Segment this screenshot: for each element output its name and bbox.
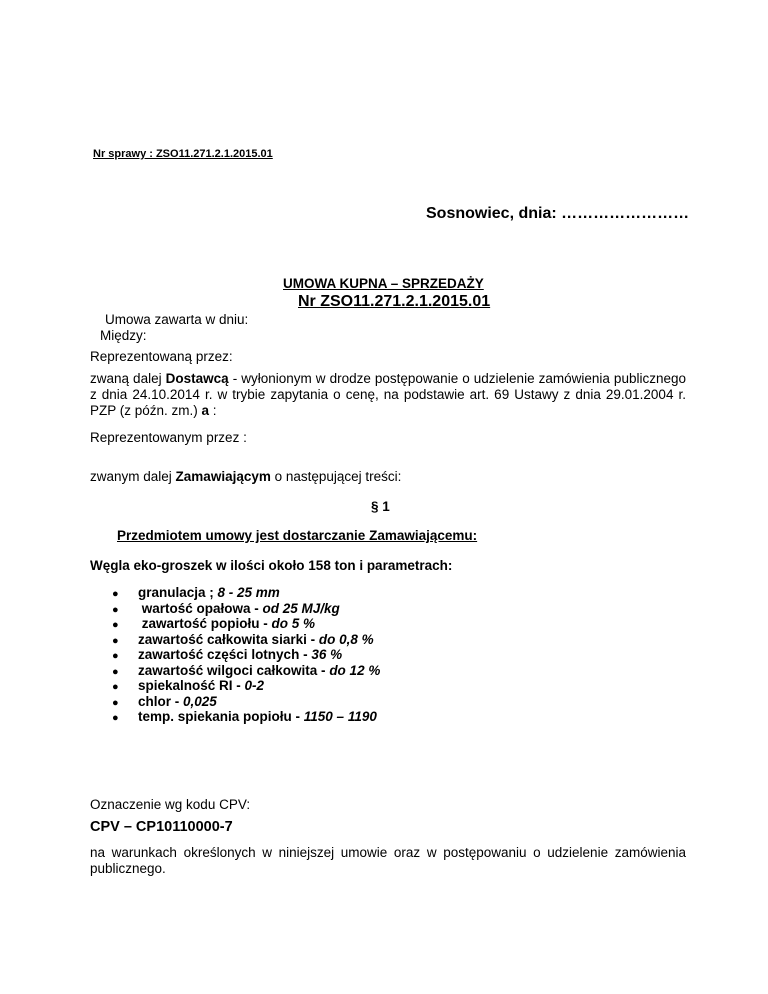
- bullet-icon: ●: [112, 650, 119, 662]
- parameter-list: [112, 585, 380, 725]
- list-item: ● spiekalność RI - 0-2: [112, 678, 380, 694]
- supplier-end: :: [209, 403, 217, 418]
- list-item: ● granulacja ; 8 - 25 mm: [112, 585, 380, 601]
- between-label: Między:: [100, 328, 147, 343]
- orderer-term: Zamawiającym: [175, 469, 271, 484]
- bullet-icon: ●: [112, 588, 119, 600]
- bullet-icon: ●: [112, 603, 119, 616]
- orderer-pre: zwanym dalej: [90, 469, 176, 484]
- closing-paragraph: na warunkach określonych w niniejszej umowie oraz w postępowaniu o udzielenie zamówienia publicznego.: [90, 845, 686, 876]
- supplier-a: a: [201, 403, 210, 418]
- bullet-icon: ●: [112, 712, 119, 724]
- section-heading: § 1: [371, 499, 390, 514]
- coal-intro: Węgla eko-groszek w ilości około 158 ton i parametrach:: [90, 558, 453, 573]
- orderer-paragraph: [90, 469, 401, 484]
- list-item: ● chlor - 0,025: [112, 694, 380, 710]
- bullet-icon: ●: [112, 696, 119, 709]
- contract-number: Nr ZSO11.271.2.1.2015.01: [298, 293, 491, 310]
- represented-by-label: Reprezentowaną przez:: [90, 349, 233, 364]
- case-number: Nr sprawy : ZSO11.271.2.1.2015.01: [93, 148, 273, 160]
- subject-heading: Przedmiotem umowy jest dostarczanie Zamawiającemu:: [117, 528, 478, 543]
- contract-title: UMOWA KUPNA – SPRZEDAŻY: [283, 276, 484, 291]
- list-item: ● zawartość części lotnych - 36 %: [112, 647, 380, 663]
- list-item: ● zawartość popiołu - do 5 %: [112, 616, 380, 632]
- supplier-pre: zwaną dalej: [90, 371, 166, 386]
- cpv-code: CPV – CP10110000-7: [90, 819, 233, 835]
- bullet-icon: ●: [112, 681, 119, 693]
- cpv-label: Oznaczenie wg kodu CPV:: [90, 797, 251, 812]
- orderer-text: o następującej treści:: [270, 469, 402, 484]
- bullet-icon: ●: [112, 619, 119, 631]
- supplier-term: Dostawcą: [165, 371, 229, 386]
- list-item: ● temp. spiekania popiołu - 1150 – 1190: [112, 709, 380, 725]
- bullet-icon: ●: [112, 665, 119, 678]
- list-item: ● zawartość wilgoci całkowita - do 12 %: [112, 663, 380, 679]
- place-and-date: Sosnowiec, dnia: ……………………: [426, 205, 690, 222]
- represented-by-label-2: Reprezentowanym przez :: [90, 430, 247, 445]
- supplier-text: - wyłonionym w drodze postępowanie o udzielenie zamówienia publicznego z dnia 24.10.2014 r. w trybie zapytania o cenę, na podstawie art. 69 Ustawy z dnia 29.01.2004 r. PZP (z późn. zm.): [90, 371, 686, 418]
- bullet-icon: ●: [112, 634, 119, 647]
- concluded-on-label: Umowa zawarta w dniu:: [105, 312, 249, 327]
- supplier-paragraph: [90, 371, 686, 419]
- list-item: ● wartość opałowa - od 25 MJ/kg: [112, 601, 380, 617]
- list-item: ● zawartość całkowita siarki - do 0,8 %: [112, 632, 380, 648]
